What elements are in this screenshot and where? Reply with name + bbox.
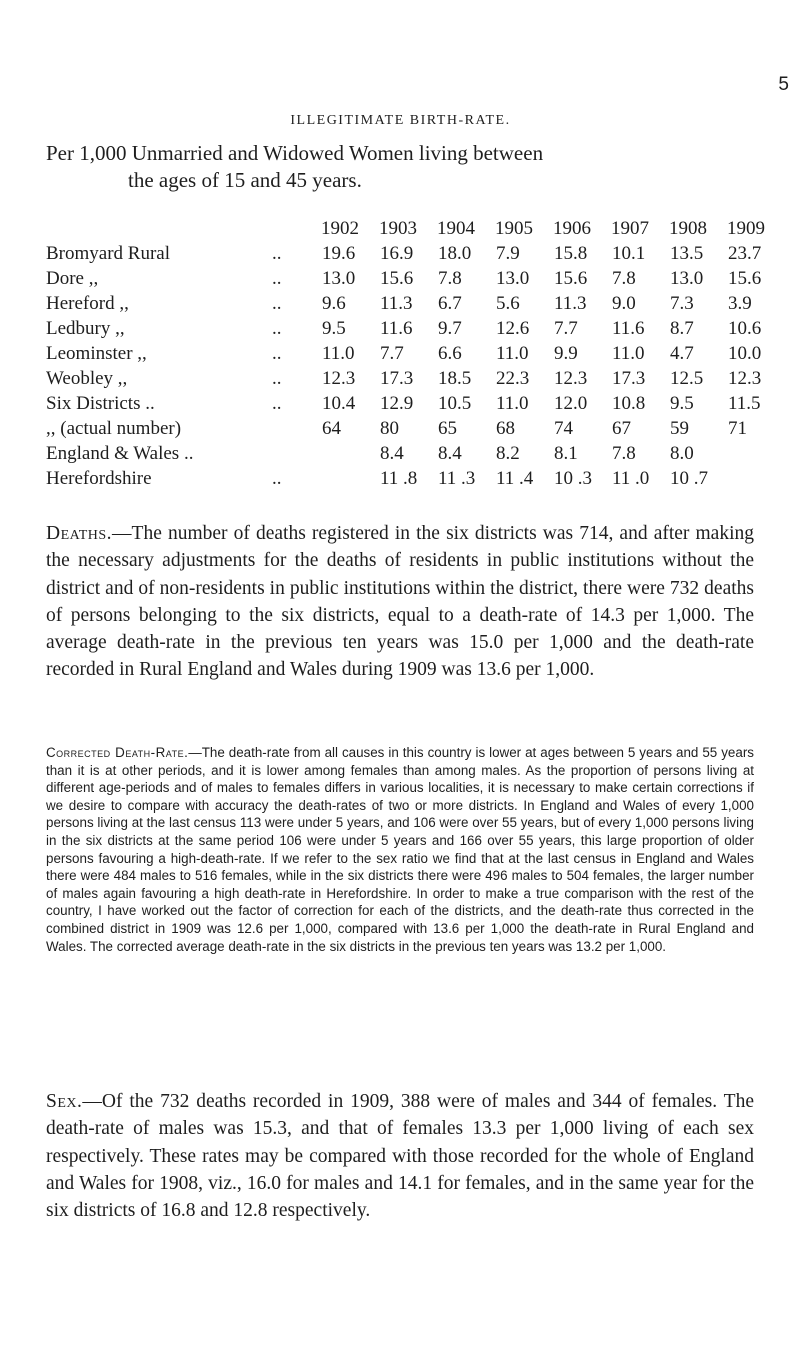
row-label: Ledbury ,, [46,318,125,339]
table-cell: 10 .7 [670,468,708,489]
table-cell: 10 .3 [554,468,592,489]
table-cell: 23.7 [728,243,762,264]
row-label: Dore ,, [46,268,99,289]
sex-label: Sex. [46,1091,83,1112]
table-cell: 9.9 [554,343,578,364]
table-cell: 12.6 [496,318,530,339]
table-cell: 10.1 [612,243,646,264]
row-label: Bromyard Rural [46,243,171,264]
table-cell: 8.4 [380,443,404,464]
row-leader: .. [272,243,282,264]
year-header-6: 1908 [669,218,707,239]
deaths-label: Deaths. [46,523,113,544]
table-cell: 18.5 [438,368,472,389]
table-cell: 71 [728,418,747,439]
year-header-1: 1903 [379,218,417,239]
table-cell: 12.3 [322,368,356,389]
year-header-4: 1906 [553,218,591,239]
table-cell: 16.9 [380,243,414,264]
table-cell: 13.0 [496,268,530,289]
table-cell: 11 .0 [612,468,650,489]
row-leader: .. [272,318,282,339]
table-cell: 13.5 [670,243,704,264]
table-cell: 7.7 [554,318,578,339]
table-cell: 9.0 [612,293,636,314]
table-cell: 18.0 [438,243,472,264]
year-header-7: 1909 [727,218,765,239]
table-cell: 10.8 [612,393,646,414]
table-cell: 11.0 [322,343,355,364]
row-label: Hereford ,, [46,293,129,314]
table-cell: 11.6 [612,318,645,339]
table-cell: 4.7 [670,343,694,364]
deaths-paragraph [46,520,754,684]
row-leader: .. [272,368,282,389]
row-label: Weobley ,, [46,368,128,389]
year-header-3: 1905 [495,218,533,239]
table-cell: 8.7 [670,318,694,339]
table-caption [46,140,766,194]
table-cell: 74 [554,418,573,439]
table-cell: 11.6 [380,318,413,339]
row-label: Herefordshire [46,468,152,489]
table-cell: 13.0 [670,268,704,289]
table-cell: 64 [322,418,341,439]
table-cell: 5.6 [496,293,520,314]
table-cell: 11.0 [496,393,529,414]
table-cell: 8.2 [496,443,520,464]
table-cell: 11.3 [554,293,587,314]
table-cell: 13.0 [322,268,356,289]
table-cell: 9.5 [670,393,694,414]
table-cell: 8.0 [670,443,694,464]
caption-line-2: the ages of 15 and 45 years. [128,168,362,192]
table-cell: 17.3 [612,368,646,389]
table-cell: 12.5 [670,368,704,389]
row-label: Six Districts .. [46,393,155,414]
table-cell: 3.9 [728,293,752,314]
table-cell: 6.6 [438,343,462,364]
table-cell: 19.6 [322,243,356,264]
table-cell: 10.0 [728,343,762,364]
row-leader: .. [272,293,282,314]
section-heading: ILLEGITIMATE BIRTH-RATE. [290,113,511,128]
table-cell: 12.9 [380,393,414,414]
caption-line-1: Per 1,000 Unmarried and Widowed Women living between [46,141,544,165]
table-cell: 11.0 [496,343,529,364]
table-cell: 11.0 [612,343,645,364]
table-cell: 9.5 [322,318,346,339]
table-cell: 7.8 [612,268,636,289]
sex-paragraph [46,1088,754,1224]
table-cell: 80 [380,418,399,439]
table-cell: 8.1 [554,443,578,464]
row-leader: .. [272,468,282,489]
table-cell: 22.3 [496,368,530,389]
table-cell: 67 [612,418,631,439]
table-cell: 7.9 [496,243,520,264]
corrected-death-rate-paragraph [46,744,754,955]
table-cell: 17.3 [380,368,414,389]
table-cell: 8.4 [438,443,462,464]
table-cell: 6.7 [438,293,462,314]
table-cell: 9.7 [438,318,462,339]
row-leader: .. [272,343,282,364]
table-cell: 10.5 [438,393,472,414]
table-cell: 11 .8 [380,468,418,489]
table-cell: 12.3 [728,368,762,389]
year-header-5: 1907 [611,218,649,239]
deaths-text: —The number of deaths registered in the six districts was 714, and after making the necessary adjustments for the deaths of residents in public institutions without the district and of non-residents in public institutions within the district, there were 732 deaths of persons belonging to the six districts, equal to a death-rate of 14.3 per 1,000. The average death-rate in the previous ten years was 15.0 per 1,000 and the death-rate recorded in Rural England and Wales during 1909 was 13.6 per 1,000. [46,523,754,681]
sex-text: —Of the 732 deaths recorded in 1909, 388 were of males and 344 of females. The death-rate of males was 15.3, and that of females 13.3 per 1,000 living of each sex respectively. These rates may be compared with those recorded for the whole of England and Wales for 1908, viz., 16.0 for males and 14.1 for females, and in the same year for the six districts of 16.8 and 12.8 respectively. [46,1091,754,1222]
corrected-text: —The death-rate from all causes in this country is lower at ages between 5 years and 55 years than it is at other periods, and it is lower among females than among males. As the proportion of persons living at different age-periods and of males to females differs in various localities, it is necessary to make certain corrections if we desire to compare with accuracy the death-rates of two or more districts. In England and Wales of every 1,000 persons living at the last census 113 were under 5 years, and 106 were over 55 years, but of every 1,000 persons living in the six districts at the same period 106 were under 5 years and 166 over 55 years, this large proportion of older persons favouring a high-death-rate. If we refer to the sex ratio we find that at the last census in England and Wales there were 484 males to 516 females, while in the six districts there were 496 males to 504 females, the larger number of males again favouring a high death-rate in Herefordshire. In order to make a true comparison with the rest of the country, I have worked out the factor of correction for each of the districts, and the death-rate thus corrected in the combined district in 1909 was 12.6 per 1,000, compared with 13.6 per 1,000 the death-rate in Rural England and Wales. The corrected average death-rate in the six districts in the previous ten years was 13.2 per 1,000. [46,745,754,954]
table-cell: 7.3 [670,293,694,314]
table-cell: 11 .3 [438,468,476,489]
row-leader: .. [272,268,282,289]
year-header-0: 1902 [321,218,359,239]
row-leader: .. [272,393,282,414]
row-label: ,, (actual number) [46,418,182,439]
table-cell: 9.6 [322,293,346,314]
table-cell: 12.0 [554,393,588,414]
page-number: 5 [778,74,789,95]
row-label: Leominster ,, [46,343,147,364]
table-cell: 65 [438,418,457,439]
table-cell: 15.8 [554,243,588,264]
table-cell: 12.3 [554,368,588,389]
table-cell: 15.6 [380,268,414,289]
table-cell: 59 [670,418,689,439]
table-cell: 11.5 [728,393,761,414]
table-cell: 15.6 [728,268,762,289]
year-header-2: 1904 [437,218,475,239]
table-cell: 7.8 [438,268,462,289]
corrected-label: Corrected Death-Rate. [46,745,189,760]
table-cell: 7.7 [380,343,404,364]
table-cell: 68 [496,418,515,439]
row-label: England & Wales .. [46,443,194,464]
table-cell: 7.8 [612,443,636,464]
table-cell: 11 .4 [496,468,534,489]
table-cell: 10.4 [322,393,356,414]
table-cell: 11.3 [380,293,413,314]
table-cell: 10.6 [728,318,762,339]
table-cell: 15.6 [554,268,588,289]
